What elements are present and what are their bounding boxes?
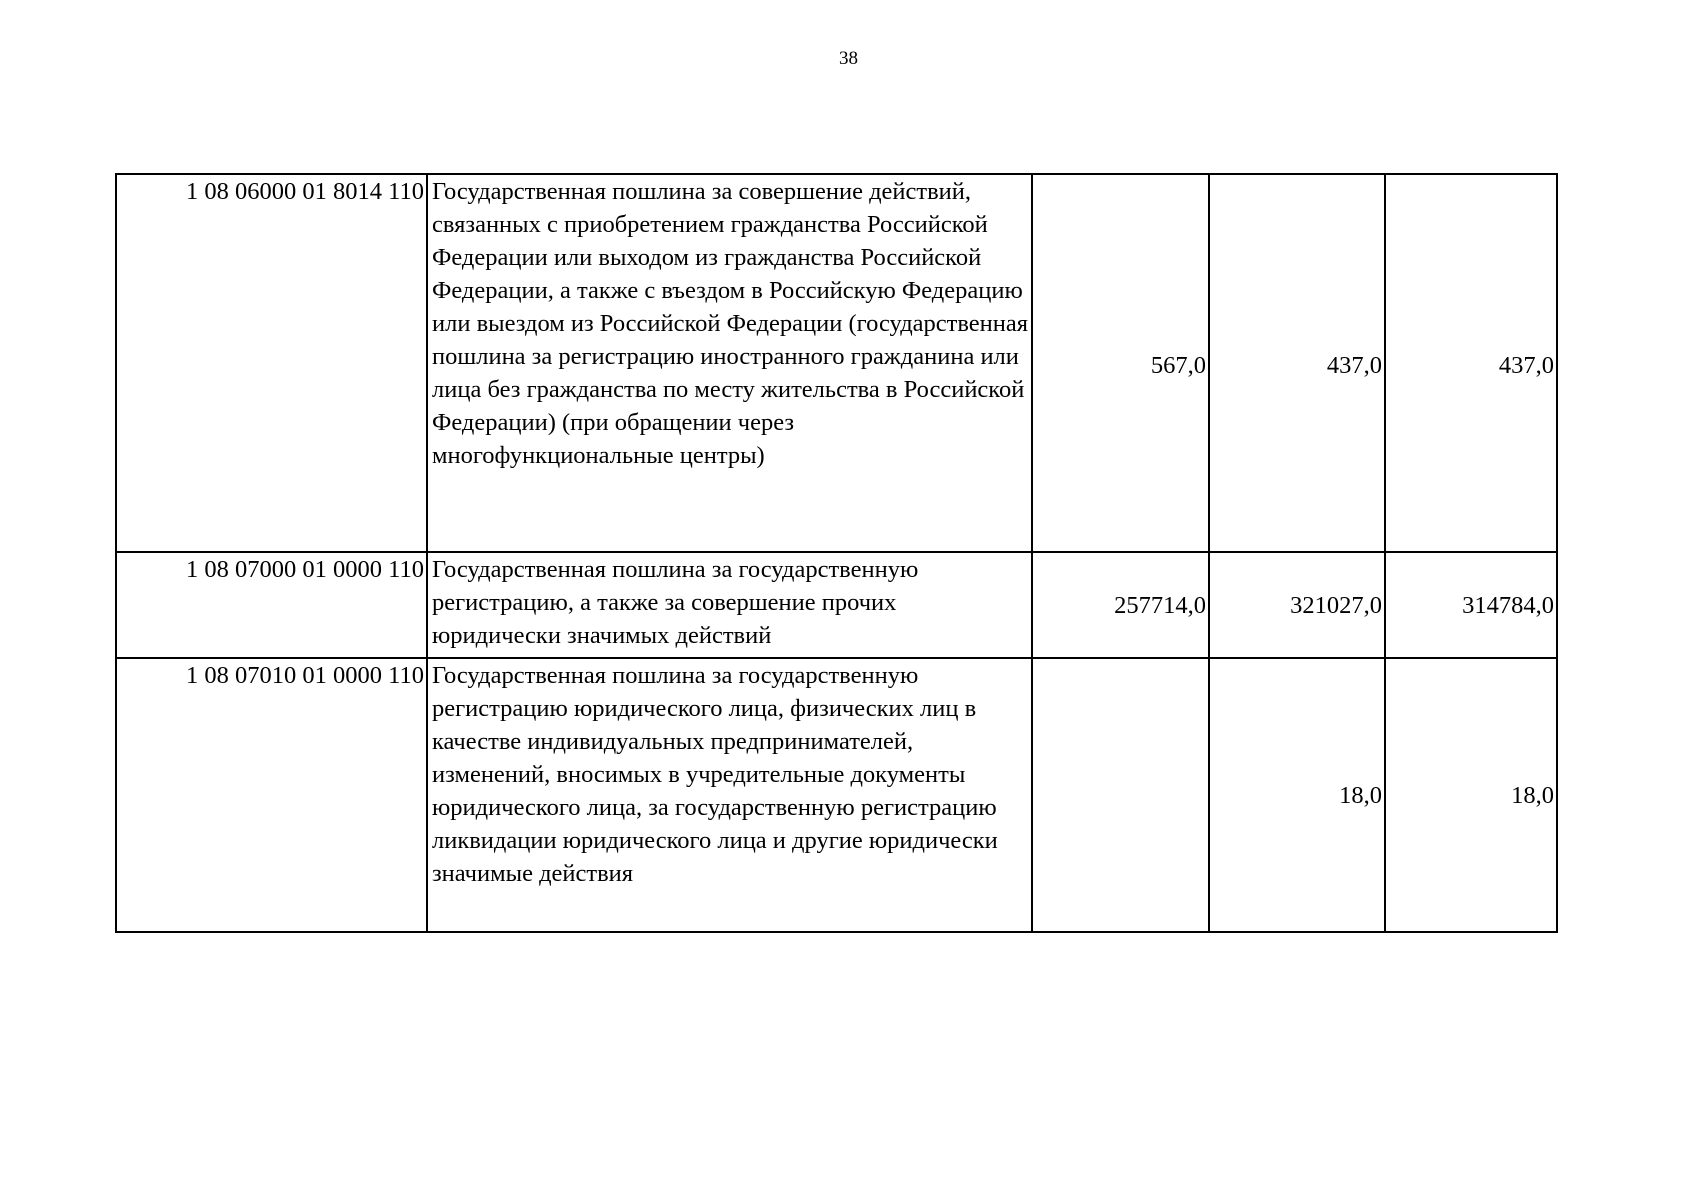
- value-year-3-cell: 314784,0: [1385, 552, 1557, 658]
- value-year-3-cell: 18,0: [1385, 658, 1557, 932]
- value-year-1-cell: 257714,0: [1032, 552, 1209, 658]
- page-number: 38: [839, 48, 858, 69]
- value-year-3-cell: 437,0: [1385, 174, 1557, 552]
- revenue-name-cell: Государственная пошлина за государственную регистрацию, а также за совершение прочих юридически значимых действий: [427, 552, 1032, 658]
- value-year-2-cell: 321027,0: [1209, 552, 1385, 658]
- value-year-2-cell: 18,0: [1209, 658, 1385, 932]
- value-year-2-cell: 437,0: [1209, 174, 1385, 552]
- value-year-1-cell: 567,0: [1032, 174, 1209, 552]
- budget-code-cell: 1 08 07000 01 0000 110: [116, 552, 427, 658]
- budget-code-cell: 1 08 07010 01 0000 110: [116, 658, 427, 932]
- revenue-name-cell: Государственная пошлина за совершение действий, связанных с приобретением гражданства Российской Федерации или выходом из гражданства Российской Федерации, а также с въездом в Российскую Федерацию или выездом из Российской Федерации (государственная пошлина за регистрацию иностранного гражданина или лица без гражданства по месту жительства в Российской Федерации) (при обращении через многофункциональные центры): [427, 174, 1032, 552]
- table-row: [116, 658, 1557, 932]
- budget-revenue-table: [115, 173, 1558, 933]
- table-row: [116, 174, 1557, 552]
- revenue-name-cell: Государственная пошлина за государственную регистрацию юридического лица, физических лиц в качестве индивидуальных предпринимателей, изменений, вносимых в учредительные документы юридического лица, за государственную регистрацию ликвидации юридического лица и другие юридически значимые действия: [427, 658, 1032, 932]
- table-row: [116, 552, 1557, 658]
- budget-code-cell: 1 08 06000 01 8014 110: [116, 174, 427, 552]
- value-year-1-cell: [1032, 658, 1209, 932]
